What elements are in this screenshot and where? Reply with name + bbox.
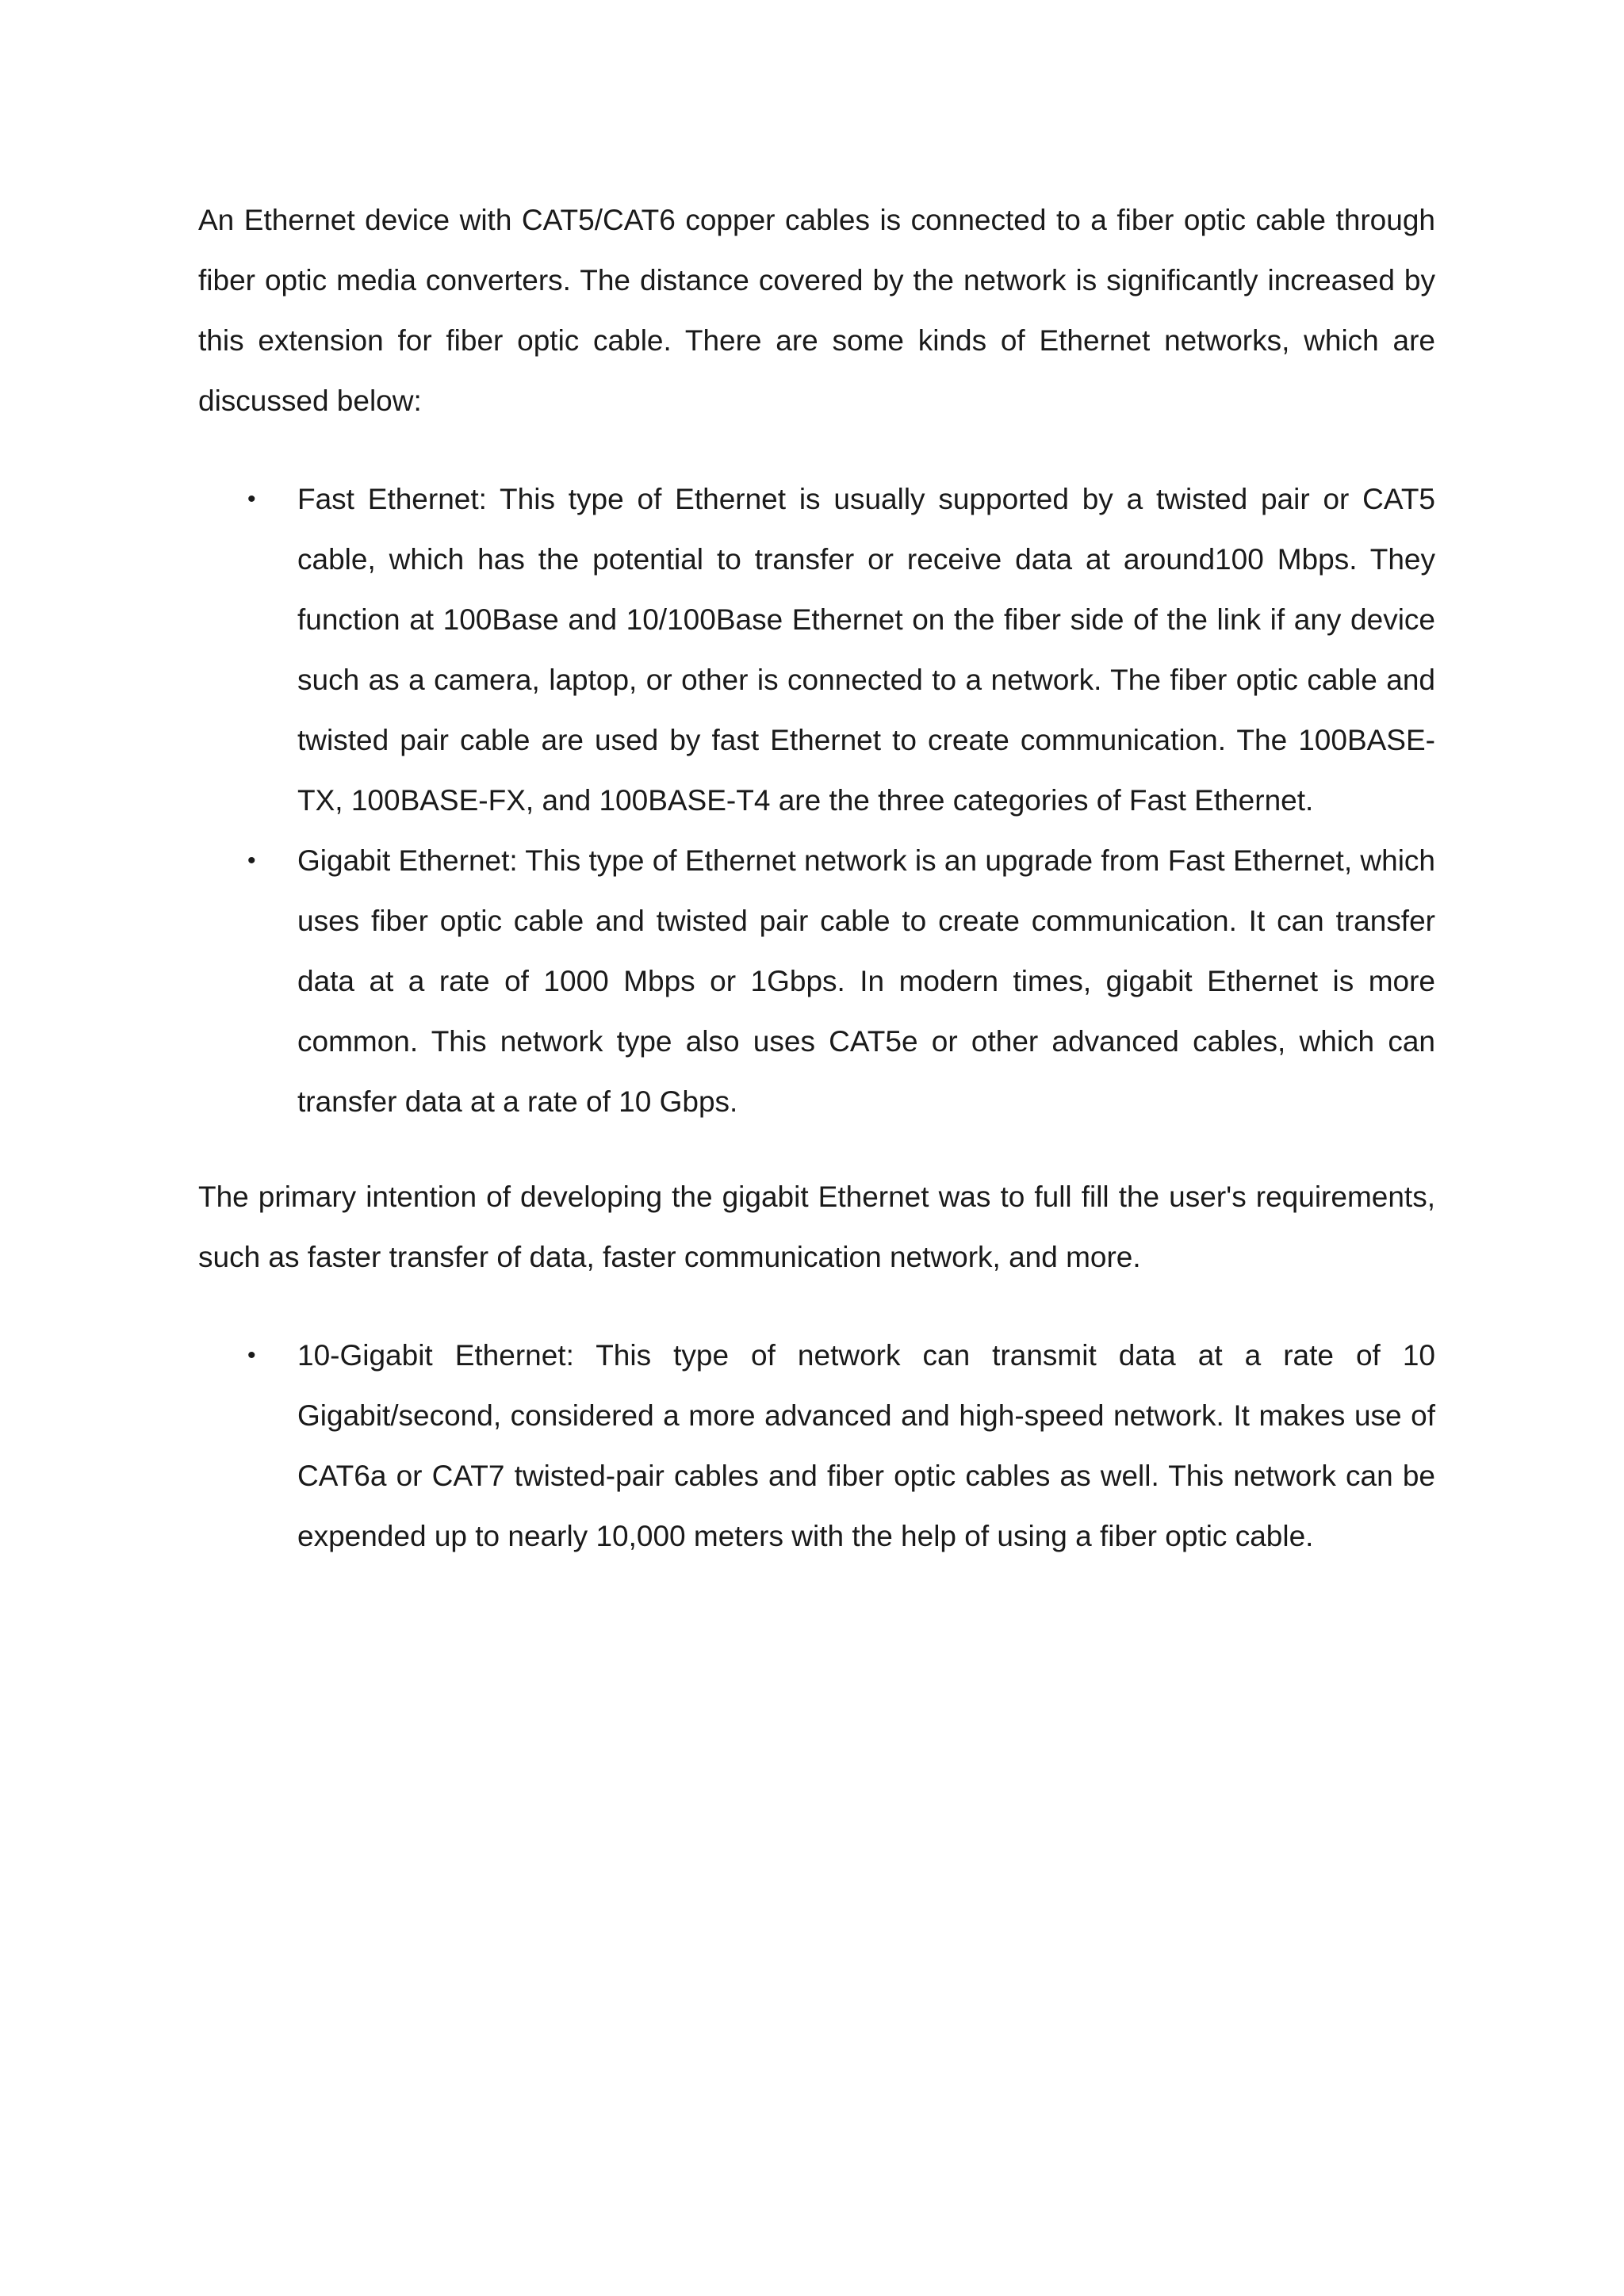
bullet-icon: • (247, 486, 256, 512)
bullet-list (198, 1326, 1435, 1567)
intro-paragraph: An Ethernet device with CAT5/CAT6 copper cables is connected to a fiber optic cable through fiber optic media converters. The distance covered by the network is significantly increased by this extension for fiber optic cable. There are some kinds of Ethernet networks, which are discussed below: (198, 204, 1435, 417)
bullet-list (198, 469, 1435, 1132)
middle-paragraph: The primary intention of developing the gigabit Ethernet was to full fill the user's requirements, such as faster transfer of data, faster communication network, and more. (198, 1181, 1435, 1273)
list-item-text: Gigabit Ethernet: This type of Ethernet network is an upgrade from Fast Ethernet, which uses fiber optic cable and twisted pair cable to create communication. It can transfer data at a rate of 1000 Mbps or 1Gbps. In modern times, gigabit Ethernet is more common. This network type also uses CAT5e or other advanced cables, which can transfer data at a rate of 10 Gbps. (297, 844, 1435, 1118)
list-item (198, 831, 1435, 1132)
bullet-icon: • (247, 1342, 256, 1368)
document-body (198, 190, 1435, 1567)
list-item (198, 469, 1435, 831)
list-item-text: 10-Gigabit Ethernet: This type of network can transmit data at a rate of 10 Gigabit/second, considered a more advanced and high-speed network. It makes use of CAT6a or CAT7 twisted-pair cables and fiber optic cables as well. This network can be expended up to nearly 10,000 meters with the help of using a fiber optic cable. (297, 1339, 1435, 1552)
list-item (198, 1326, 1435, 1567)
bullet-icon: • (247, 848, 256, 874)
list-item-text: Fast Ethernet: This type of Ethernet is usually supported by a twisted pair or CAT5 cable, which has the potential to transfer or receive data at around100 Mbps. They function at 100Base and 10/100Base Ethernet on the fiber side of the link if any device such as a camera, laptop, or other is connected to a network. The fiber optic cable and twisted pair cable are used by fast Ethernet to create communication. The 100BASE-TX, 100BASE-FX, and 100BASE-T4 are the three categories of Fast Ethernet. (297, 483, 1435, 817)
